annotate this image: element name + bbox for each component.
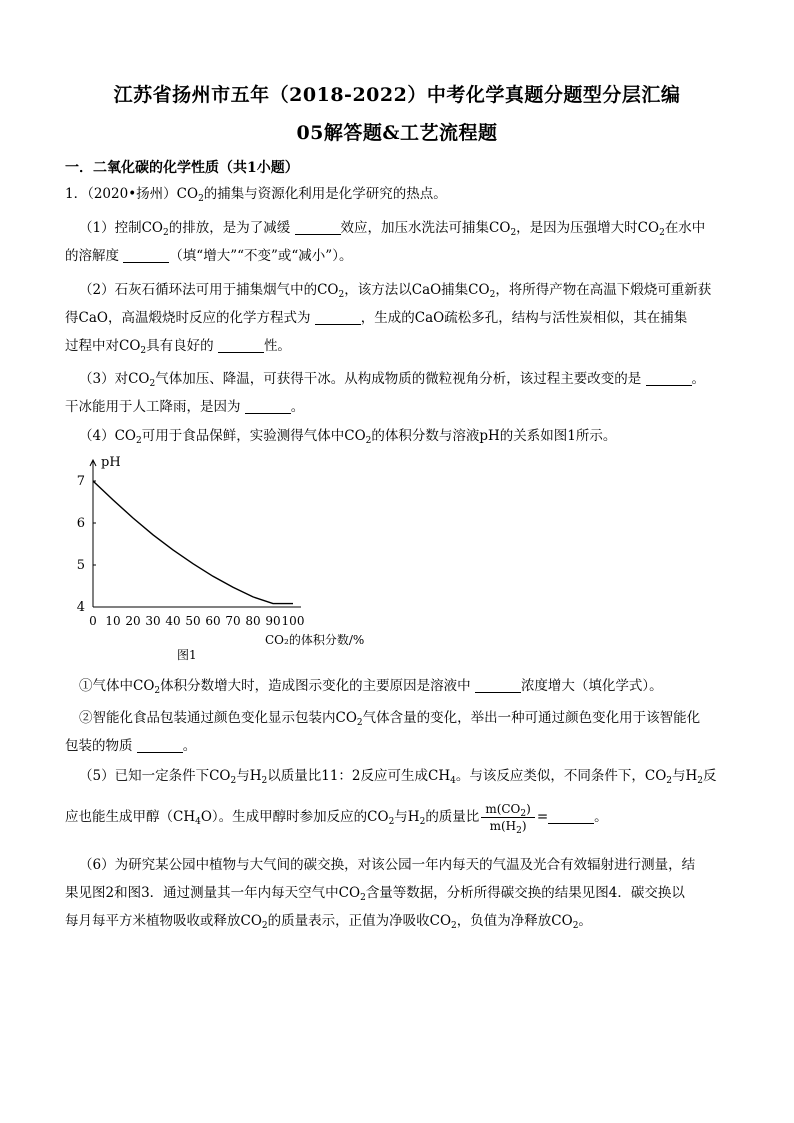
answer-blank[interactable] bbox=[315, 310, 361, 325]
paper-title-line1: 江苏省扬州市五年（2018-2022）中考化学真题分题型分层汇编 bbox=[113, 84, 681, 106]
part-2-line1: （2）石灰石循环法可用于捕集烟气中的$CO_2$，该方法以CaO捕集$CO_2$，将所得产物在高温下煅烧可重新获 bbox=[79, 282, 712, 300]
part-6-line1: （6）为研究某公园中植物与大气间的碳交换，对该公园一年内每天的气温及光合有效辐射进行测量，结 bbox=[79, 857, 696, 873]
part-1-line2: 的溶解度 （填“增大”“不变”或“减小”）。 bbox=[65, 248, 353, 264]
y-tick-label: 6 bbox=[76, 516, 85, 531]
answer-blank[interactable] bbox=[218, 338, 264, 353]
sub-question-1: ①气体中$CO_2$体积分数增大时，造成图示变化的主要原因是溶液中 浓度增大（填化学式）。 bbox=[79, 678, 663, 696]
section-heading: 一．二氧化碳的化学性质（共1小题） bbox=[65, 160, 299, 176]
x-tick-label: 40 bbox=[165, 614, 181, 628]
answer-blank[interactable] bbox=[646, 371, 692, 386]
paper-title-line2: 05解答题&工艺流程题 bbox=[296, 122, 498, 144]
part-5-line1: （5）已知一定条件下$CO_2$与$H_2$以质量比11：2反应可生成$CH_4$。与该反应类似，不同条件下，$CO_2$与$H_2$反 bbox=[79, 768, 717, 786]
part-3-line2: 干冰能用于人工降雨，是因为 。 bbox=[65, 399, 305, 415]
y-axis-label: pH bbox=[101, 455, 121, 470]
part-4-line1: $(4)CO_2$可用于食品保鲜，实验测得气体中$CO_2$的体积分数与溶液pH的关系如图1所示。 bbox=[79, 428, 617, 446]
sub-question-2-line2: 包装的物质 。 bbox=[65, 738, 197, 754]
x-tick-label: 90 bbox=[265, 614, 281, 628]
answer-blank[interactable] bbox=[123, 248, 169, 263]
part-2-line2: 得CaO，高温煅烧时反应的化学方程式为 ，生成的CaO疏松多孔，结构与活性炭相似，其在捕集 bbox=[65, 310, 688, 326]
part-2-line3: 过程中对$CO_2$具有良好的 性。 bbox=[65, 338, 291, 356]
mass-ratio-fraction: $\frac{m(CO_2)}{m(H_2)}$ bbox=[481, 801, 535, 834]
y-tick-label: 5 bbox=[76, 558, 85, 573]
answer-blank[interactable] bbox=[475, 678, 521, 693]
answer-blank[interactable] bbox=[245, 399, 291, 414]
figure-caption: 图1 bbox=[177, 648, 197, 662]
y-tick-label: 4 bbox=[76, 600, 85, 615]
x-tick-label: 0 bbox=[89, 614, 97, 628]
x-tick-label: 10 bbox=[105, 614, 121, 628]
part-1-line1: （1）控制$CO_2$的排放，是为了减缓 效应，加压水洗法可捕集$CO_2$，是因为压强增大时$CO_2$在水中 bbox=[79, 220, 706, 238]
y-tick-label: 7 bbox=[76, 474, 85, 489]
chart-axes bbox=[90, 460, 301, 607]
answer-blank[interactable] bbox=[295, 220, 341, 235]
ph-chart bbox=[65, 450, 405, 665]
part-3-line1: （3）对$CO_2$气体加压、降温，可获得干冰。从构成物质的微粒视角分析，该过程主要改变的是 。 bbox=[79, 371, 706, 389]
ph-curve bbox=[93, 481, 293, 604]
x-tick-label: 80 bbox=[245, 614, 261, 628]
x-tick-label: 60 bbox=[205, 614, 221, 628]
x-tick-label: 20 bbox=[125, 614, 141, 628]
question-intro: 1．（2020•扬州）$CO_2$的捕集与资源化利用是化学研究的热点。 bbox=[65, 186, 447, 204]
answer-blank[interactable] bbox=[137, 738, 183, 753]
sub-question-2-line1: ②智能化食品包装通过颜色变化显示包装内$CO_2$气体含量的变化，举出一种可通过颜色变化用于该智能化 bbox=[79, 710, 701, 728]
x-tick-label: 50 bbox=[185, 614, 201, 628]
x-tick-label: 70 bbox=[225, 614, 241, 628]
x-tick-label: 100 bbox=[281, 614, 305, 628]
part-6-line3: 每月每平方米植物吸收或释放$CO_2$的质量表示，正值为净吸收$CO_2$，负值为净释放$CO_2$。 bbox=[65, 913, 592, 931]
x-tick-label: 30 bbox=[145, 614, 161, 628]
x-axis-label: CO₂的体积分数/% bbox=[265, 633, 365, 647]
part-6-line2: 果见图2和图3．通过测量其一年内每天空气中$CO_2$含量等数据，分析所得碳交换的结果见图4．碳交换以 bbox=[65, 885, 685, 903]
part-5-line2: 应也能生成甲醇$(CH_4O)$。生成甲醇时参加反应的$CO_2$与$H_2$的质量比 $\frac{m(CO_2)}{m(H_2)}$ = 。 bbox=[65, 802, 608, 836]
answer-blank[interactable] bbox=[548, 809, 594, 824]
